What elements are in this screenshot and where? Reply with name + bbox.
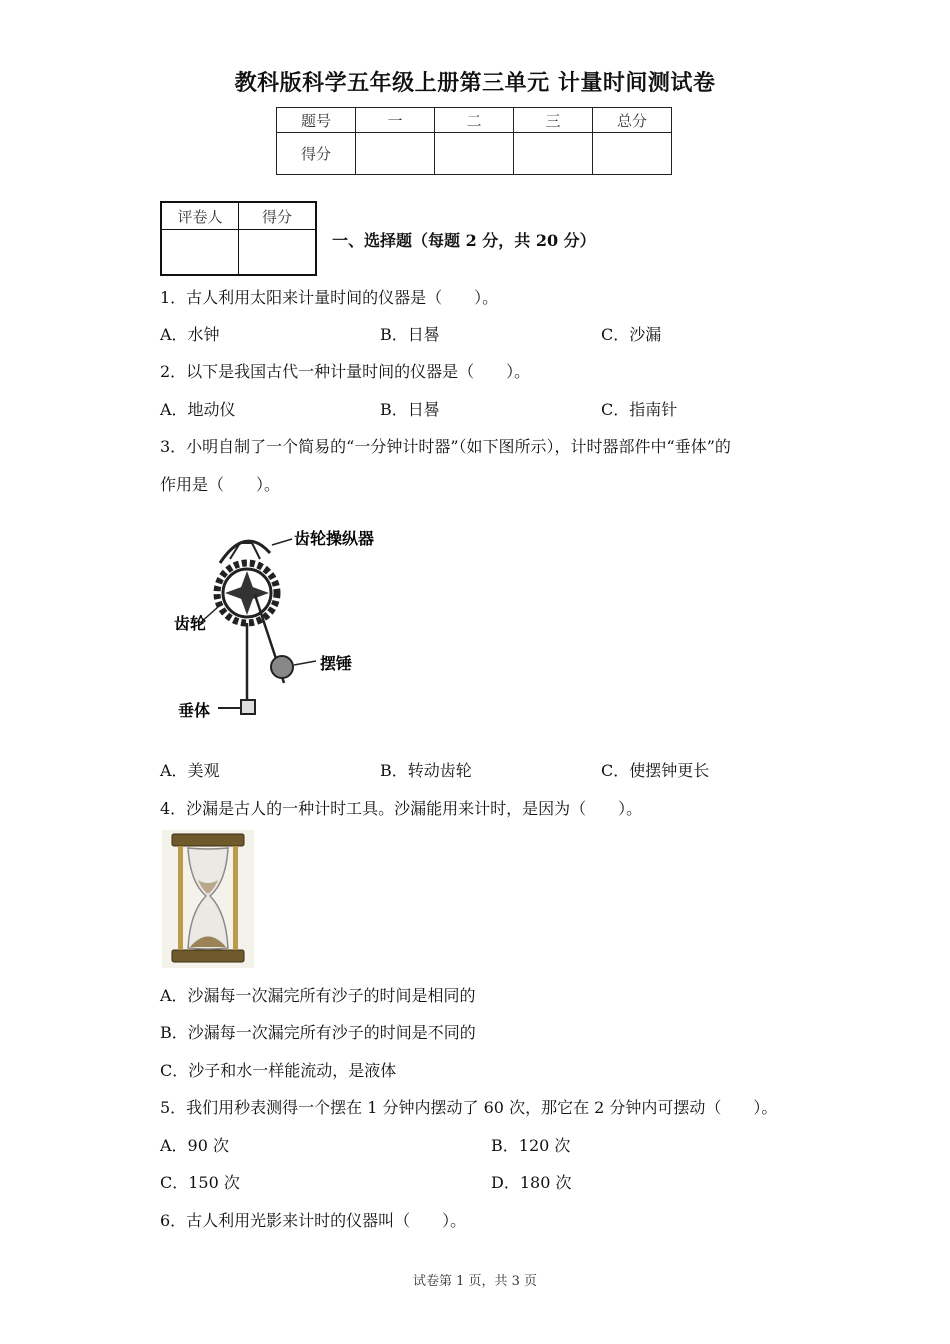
score-header-cell: 题号: [277, 108, 356, 133]
weight-block: [241, 700, 255, 714]
grader-blank-cell: [239, 230, 317, 276]
score-table: [276, 107, 672, 175]
pendulum-timer-figure: [160, 515, 400, 730]
question-3-stem: 3．小明自制了一个简易的“一分钟计时器”（如下图所示），计时器部件中“垂体”的: [160, 437, 731, 456]
question-4-stem: 4．沙漏是古人的一种计时工具。沙漏能用来计时，是因为（ ）。: [160, 799, 643, 818]
score-blank-cell: [593, 133, 672, 175]
q5-option-d: D．180 次: [491, 1173, 572, 1192]
figure-label-weight: 垂体: [178, 701, 211, 720]
q1-option-c: C．沙漏: [601, 325, 662, 344]
pendulum-leader-line: [294, 661, 316, 665]
question-1-stem: 1．古人利用太阳来计量时间的仪器是（ ）。: [160, 288, 499, 307]
score-header-cell: 一: [356, 108, 435, 133]
page-footer: 试卷第 1 页，共 3 页: [412, 1274, 538, 1289]
hourglass-bottom-cap: [172, 950, 244, 962]
q5-option-a: A．90 次: [160, 1136, 230, 1155]
figure-label-pendulum: 摆锤: [320, 654, 353, 673]
pendulum-bob: [271, 656, 293, 678]
q3-option-b: B．转动齿轮: [380, 761, 472, 780]
q5-option-c: C．150 次: [160, 1173, 240, 1192]
grader-label: 评卷人: [161, 202, 239, 230]
q3-option-c: C．使摆钟更长: [601, 761, 710, 780]
hourglass-top-cap: [172, 834, 244, 846]
section-heading: 一、选择题（每题 2 分，共 20 分）: [332, 231, 596, 250]
question-2-stem: 2．以下是我国古代一种计量时间的仪器是（ ）。: [160, 362, 531, 381]
figure-label-controller: 齿轮操纵器: [294, 529, 375, 548]
hourglass-pillar: [178, 846, 183, 950]
grader-score-label: 得分: [239, 202, 317, 230]
q4-option-c: C．沙子和水一样能流动，是液体: [160, 1061, 397, 1080]
score-header-cell: 二: [435, 108, 514, 133]
score-blank-cell: [356, 133, 435, 175]
gear-wheel: [217, 563, 277, 623]
question-5-stem: 5．我们用秒表测得一个摆在 1 分钟内摆动了 60 次，那它在 2 分钟内可摆动（ ）。: [160, 1098, 778, 1117]
score-header-cell: 总分: [593, 108, 672, 133]
q1-option-a: A．水钟: [160, 325, 220, 344]
controller-leader-line: [272, 539, 292, 545]
score-blank-cell: [514, 133, 593, 175]
q2-option-c: C．指南针: [601, 400, 678, 419]
q5-option-b: B．120 次: [491, 1136, 571, 1155]
question-3-stem-cont: 作用是（ ）。: [160, 475, 281, 494]
q3-option-a: A．美观: [160, 761, 220, 780]
page-title: 教科版科学五年级上册第三单元 计量时间测试卷: [234, 71, 716, 96]
q1-option-b: B．日晷: [380, 325, 440, 344]
grader-table: [160, 201, 317, 276]
hourglass-pillar: [233, 846, 238, 950]
q4-option-b: B．沙漏每一次漏完所有沙子的时间是不同的: [160, 1023, 476, 1042]
score-header-cell: 三: [514, 108, 593, 133]
figure-label-gear: 齿轮: [174, 614, 207, 633]
score-row-label: 得分: [277, 133, 356, 175]
q2-option-a: A．地动仪: [160, 400, 236, 419]
hourglass-image: [162, 830, 254, 968]
q2-option-b: B．日晷: [380, 400, 440, 419]
question-6-stem: 6．古人利用光影来计时的仪器叫（ ）。: [160, 1211, 467, 1230]
q4-option-a: A．沙漏每一次漏完所有沙子的时间是相同的: [160, 986, 476, 1005]
score-blank-cell: [435, 133, 514, 175]
grader-blank-cell: [161, 230, 239, 276]
